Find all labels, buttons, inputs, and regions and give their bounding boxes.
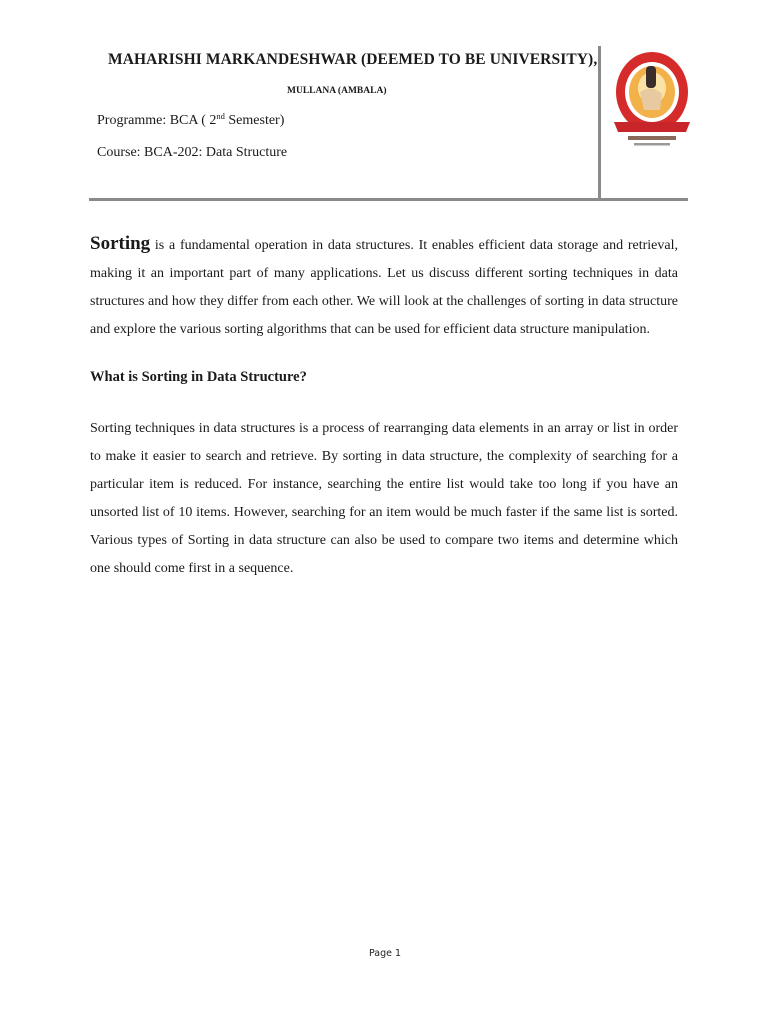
page-number: Page 1 (369, 948, 402, 959)
intro-lead-term: Sorting (90, 233, 151, 254)
programme-ordinal: nd (216, 111, 225, 121)
programme-prefix: Programme: BCA ( 2 (97, 113, 217, 128)
intro-paragraph (90, 230, 678, 344)
section-paragraph: Sorting techniques in data structures is a process of rearranging data elements in an array or list in order to make it easier to search and retrieve. By sorting in data structure, the complexity of searching for a particular item is reduced. For instance, searching the entire list would take too long if you have an unsorted list of 10 items. However, searching for an item would be much faster if the same list is sorted. Various types of Sorting in data structure can also be used to compare two items and determine which one should come first in a sequence. (90, 421, 678, 576)
university-logo-icon (610, 48, 694, 156)
course-line: Course: BCA-202: Data Structure (97, 145, 288, 160)
programme-suffix: Semester) (224, 113, 285, 128)
intro-text: is a fundamental operation in data structures. It enables efficient data storage and retrieval, making it an important part of many applications. Let us discuss different sorting techniques in data structures and how they differ from each other. We will look at the challenges of sorting in data structure and explore the various sorting algorithms that can be used for efficient data structure manipulation. (90, 238, 678, 337)
programme-line (97, 113, 284, 129)
header-vertical-divider (598, 46, 601, 199)
section-heading: What is Sorting in Data Structure? (90, 369, 307, 385)
university-location: MULLANA (AMBALA) (287, 86, 387, 96)
university-title: MAHARISHI MARKANDESHWAR (DEEMED TO BE UNIVERSITY), (108, 51, 598, 68)
header-horizontal-divider (89, 198, 688, 201)
